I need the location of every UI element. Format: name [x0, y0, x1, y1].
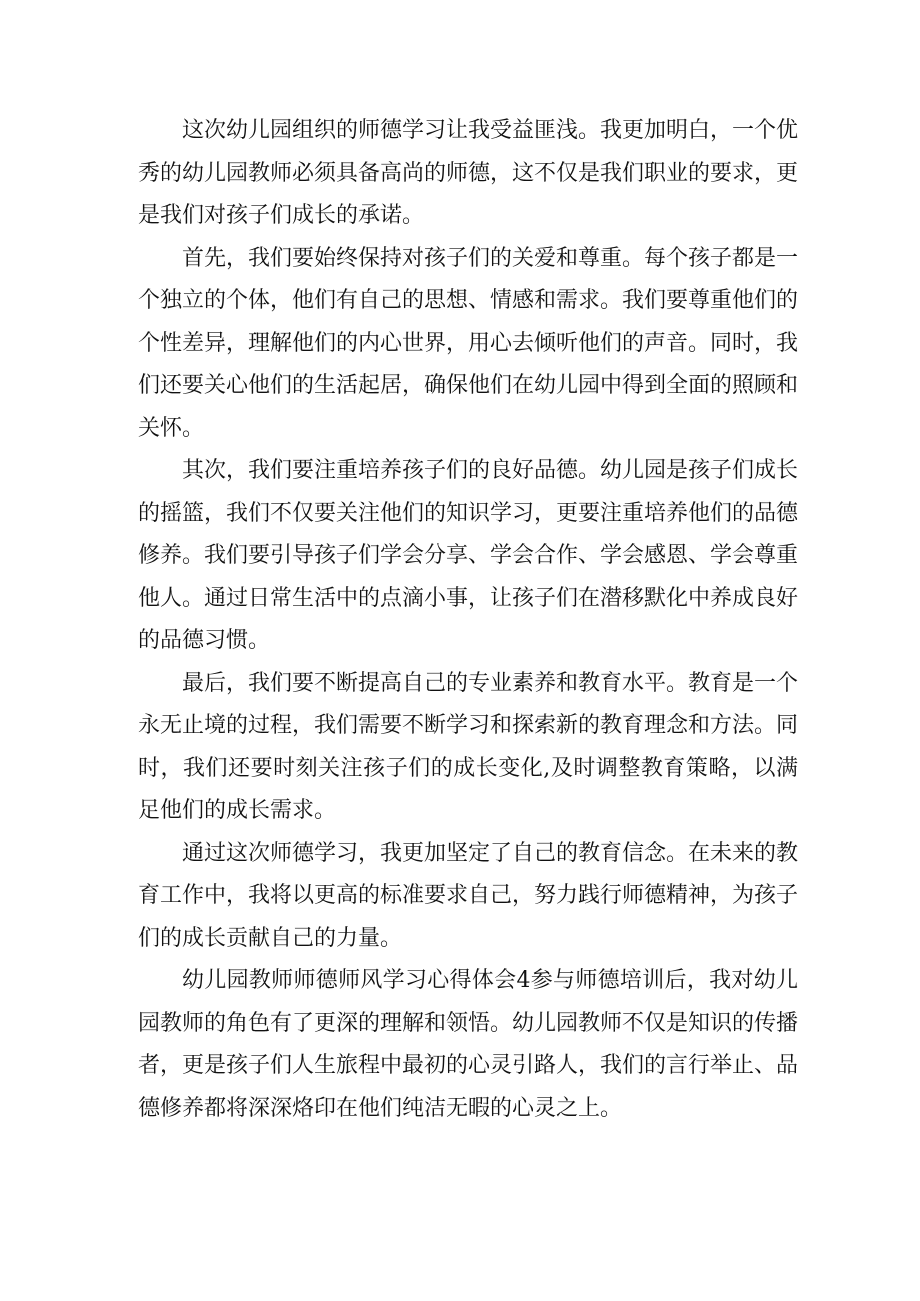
paragraph-2: 首先，我们要始终保持对孩子们的关爱和尊重。每个孩子都是一个独立的个体，他们有自己的思想、情感和需求。我们要尊重他们的个性差异，理解他们的内心世界，用心去倾听他们的声音。同时，我们还要关心他们的生活起居，确保他们在幼儿园中得到全面的照顾和关怀。 — [138, 245, 799, 441]
paragraph-4: 最后，我们要不断提高自己的专业素养和教育水平。教育是一个永无止境的过程，我们需要不断学习和探索新的教育理念和方法。同时，我们还要时刻关注孩子们的成长变化,及时调整教育策略，以满足他们的成长需求。 — [138, 670, 799, 823]
paragraph-5: 通过这次师德学习，我更加坚定了自己的教育信念。在未来的教育工作中，我将以更高的标准要求自己，努力践行师德精神，为孩子们的成长贡献自己的力量。 — [138, 840, 799, 951]
paragraph-6: 幼儿园教师师德师风学习心得体会4参与师德培训后，我对幼儿园教师的角色有了更深的理解和领悟。幼儿园教师不仅是知识的传播者，更是孩子们人生旅程中最初的心灵引路人，我们的言行举止、品德修养都将深深烙印在他们纯洁无暇的心灵之上。 — [138, 968, 799, 1121]
paragraph-1: 这次幼儿园组织的师德学习让我受益匪浅。我更加明白，一个优秀的幼儿园教师必须具备高尚的师德，这不仅是我们职业的要求，更是我们对孩子们成长的承诺。 — [138, 118, 799, 228]
paragraph-3: 其次，我们要注重培养孩子们的良好品德。幼儿园是孩子们成长的摇篮，我们不仅要关注他们的知识学习，更要注重培养他们的品德修养。我们要引导孩子们学会分享、学会合作、学会感恩、学会尊重他人。通过日常生活中的点滴小事，让孩子们在潜移默化中养成良好的品德习惯。 — [138, 458, 799, 653]
document-body — [138, 110, 798, 1130]
